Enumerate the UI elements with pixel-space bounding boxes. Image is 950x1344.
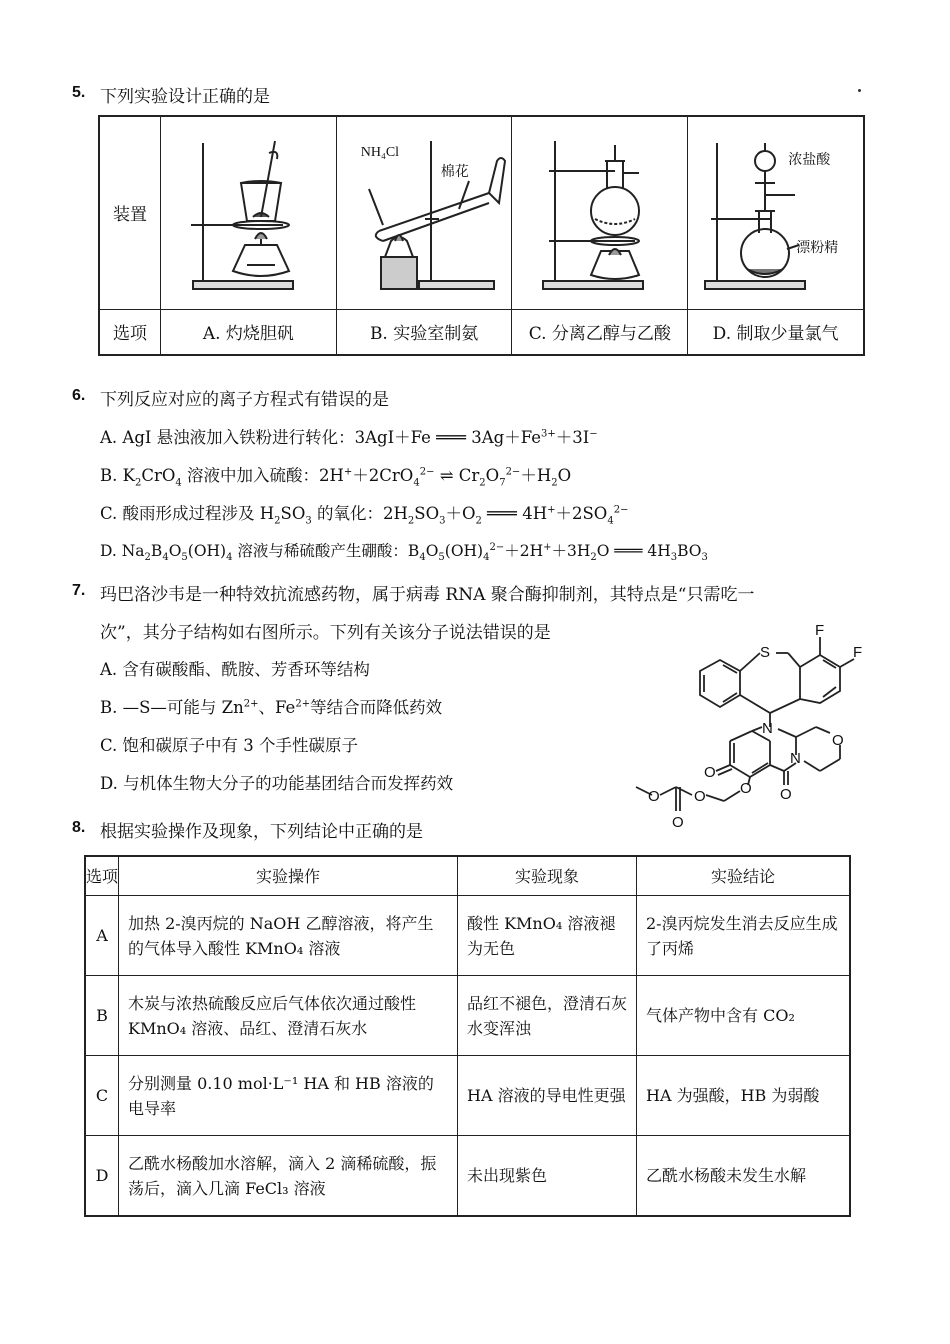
atom-o-amide: O xyxy=(780,786,792,803)
q7-number: 7. xyxy=(72,582,86,599)
q6-number: 6. xyxy=(72,387,86,404)
apparatus-d-cell xyxy=(688,116,864,309)
row-conclusion: 2-溴丙烷发生消去反应生成了丙烯 xyxy=(637,896,851,976)
row-operation: 乙酰水杨酸加水溶解，滴入 2 滴稀硫酸，振荡后，滴入几滴 FeCl₃ 溶液 xyxy=(119,1136,458,1217)
apparatus-a-cell xyxy=(161,116,337,309)
atom-o-keto: O xyxy=(704,764,716,781)
q5-stem: 下列实验设计正确的是 xyxy=(100,87,270,107)
atom-s: S xyxy=(760,644,771,661)
header-phenomenon: 实验现象 xyxy=(458,856,637,896)
atom-o-ring: O xyxy=(832,732,844,749)
b-cotton-label: 棉花 xyxy=(440,164,469,180)
atom-f1: F xyxy=(815,622,825,639)
row-conclusion: 气体产物中含有 CO₂ xyxy=(637,976,851,1056)
fe-charge: 2+ xyxy=(295,698,311,710)
option-row-label: 选项 xyxy=(99,309,161,355)
row-option: A xyxy=(85,896,119,976)
q5-option-a: A. 灼烧胆矾 xyxy=(161,309,337,355)
atom-n2: N xyxy=(790,750,801,767)
q7-option-c: C. 饱和碳原子中有 3 个手性碳原子 xyxy=(100,736,359,755)
atom-o-ether: O xyxy=(740,780,752,797)
q7-option-b-mid: 、Fe xyxy=(258,698,296,717)
q5-option-b: B. 实验室制氨 xyxy=(336,309,512,355)
row-conclusion: HA 为强酸，HB 为弱酸 xyxy=(637,1056,851,1136)
q5-option-c: C. 分离乙醇与乙酸 xyxy=(512,309,688,355)
row-phenomenon: 酸性 KMnO₄ 溶液褪为无色 xyxy=(458,896,637,976)
q7-option-d: D. 与机体生物大分子的功能基团结合而发挥药效 xyxy=(100,774,454,793)
q6-stem: 下列反应对应的离子方程式有错误的是 xyxy=(100,390,389,410)
table-row xyxy=(85,896,850,976)
row-option: D xyxy=(85,1136,119,1217)
q7-stem-line2: 次”，其分子结构如右图所示。下列有关该分子说法错误的是 xyxy=(100,623,551,643)
row-conclusion: 乙酰水杨酸未发生水解 xyxy=(637,1136,851,1217)
row-operation: 分别测量 0.10 mol·L⁻¹ HA 和 HB 溶液的电导率 xyxy=(119,1056,458,1136)
q7-option-b-prefix: B. —S—可能与 Zn xyxy=(100,698,244,717)
table-row xyxy=(85,1056,850,1136)
q7-stem-line1: 玛巴洛沙韦是一种特效抗流感药物，属于病毒 RNA 聚合酶抑制剂，其特点是“只需吃一 xyxy=(100,585,755,605)
q6-option-c: C. 酸雨形成过程涉及 $H_2SO_3$ 的氧化：$2H_2SO_3+O_2$ ═══ $4H^++2SO_4^{2-}$ xyxy=(100,504,629,527)
q6-option-d: D. $Na_2B_4O_5(OH)_4$ 溶液与稀硫酸产生硼酸：$B_4O_5(OH)_4^{2-}+2H^++3H_2O$ ═══ $4H_3BO_3$ xyxy=(100,541,708,564)
q7-option-b-suffix: 等结合而降低药效 xyxy=(310,698,443,717)
stray-dot xyxy=(858,89,861,92)
b-reagent-label: NH₄Cl xyxy=(360,145,400,160)
header-option: 选项 xyxy=(85,856,119,896)
apparatus-row-label: 装置 xyxy=(99,116,161,309)
atom-o-methoxy: O xyxy=(648,788,660,805)
q7-molecular-structure xyxy=(620,615,875,835)
q8-number: 8. xyxy=(72,819,86,836)
atom-o-carbonyl: O xyxy=(672,814,684,831)
q8-stem: 根据实验操作及现象，下列结论中正确的是 xyxy=(100,822,423,842)
atom-o-carb: O xyxy=(694,788,706,805)
q5-number: 5. xyxy=(72,84,86,101)
apparatus-a-illustration xyxy=(163,121,333,301)
apparatus-c-illustration xyxy=(515,121,685,301)
row-operation: 木炭与浓热硫酸反应后气体依次通过酸性 KMnO₄ 溶液、品红、澄清石灰水 xyxy=(119,976,458,1056)
q5-apparatus-table xyxy=(98,115,865,356)
q8-experiment-table xyxy=(84,855,851,1217)
zn-charge: 2+ xyxy=(243,698,259,710)
row-operation: 加热 2-溴丙烷的 NaOH 乙醇溶液，将产生的气体导入酸性 KMnO₄ 溶液 xyxy=(119,896,458,976)
row-phenomenon: 品红不褪色，澄清石灰水变浑浊 xyxy=(458,976,637,1056)
header-conclusion: 实验结论 xyxy=(637,856,851,896)
table-row xyxy=(85,976,850,1056)
atom-f2: F xyxy=(853,644,863,661)
table-row xyxy=(85,1136,850,1217)
header-operation: 实验操作 xyxy=(119,856,458,896)
q7-option-a: A. 含有碳酸酯、酰胺、芳香环等结构 xyxy=(100,660,370,679)
d-acid-label: 浓盐酸 xyxy=(788,152,831,168)
row-option: B xyxy=(85,976,119,1056)
row-option: C xyxy=(85,1056,119,1136)
apparatus-d-illustration xyxy=(691,121,861,301)
row-phenomenon: 未出现紫色 xyxy=(458,1136,637,1217)
apparatus-b-cell xyxy=(336,116,512,309)
row-phenomenon: HA 溶液的导电性更强 xyxy=(458,1056,637,1136)
q5-option-d: D. 制取少量氯气 xyxy=(688,309,864,355)
apparatus-c-cell xyxy=(512,116,688,309)
q7-option-b xyxy=(100,694,442,718)
q6-option-a: A. AgI 悬浊液加入铁粉进行转化：3AgI＋Fe ═══ $3Ag+Fe^{3+}+3I^-$ xyxy=(100,428,598,447)
d-powder-label: 漂粉精 xyxy=(796,240,839,256)
atom-n1: N xyxy=(762,720,773,737)
q6-option-b: B. $K_2CrO_4$ 溶液中加入硫酸：2H+＋2CrO$_4^{2-}$ ⇌ $Cr_2O_7^{2-}+H_2O$ xyxy=(100,466,572,489)
